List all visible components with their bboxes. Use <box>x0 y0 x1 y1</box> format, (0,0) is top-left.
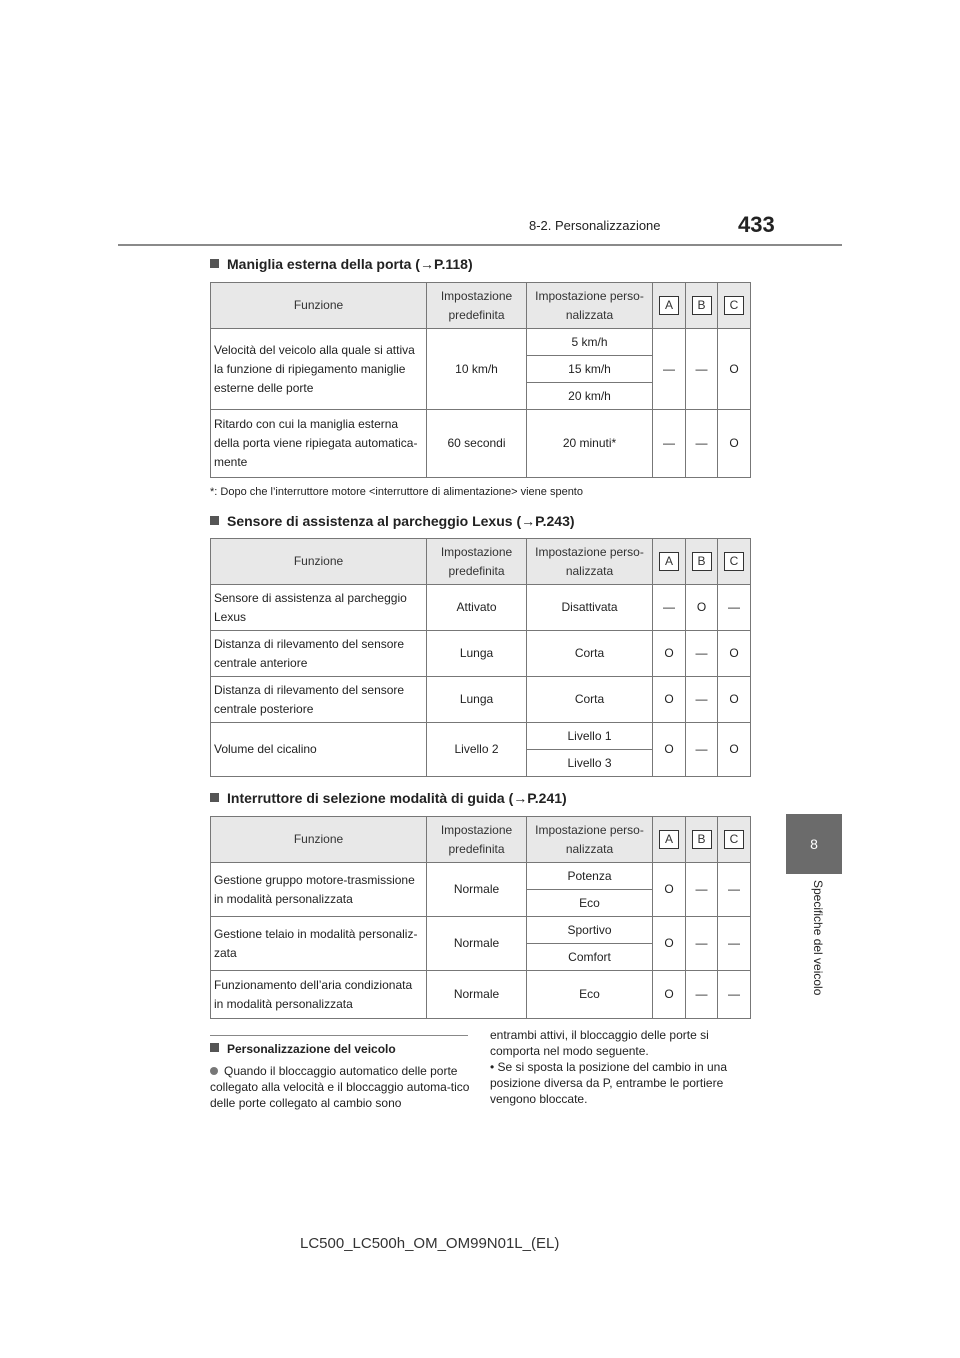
chapter-label: Specifiche del veicolo <box>811 880 825 996</box>
col-a: A <box>653 283 686 329</box>
table-row: Ritardo con cui la maniglia esterna della porta viene ripiegata automatica-mente 60 secondi 20 minuti* — — O <box>211 410 751 478</box>
section-title: Sensore di assistenza al parcheggio Lexus (→P.243) <box>210 513 575 529</box>
table-drive-mode: Funzione Impostazione predefinita Impostazione perso-nalizzata A B C Gestione gruppo motore-trasmissione in modalità personalizzata Normale Potenza O — — Eco Gestione telaio in modalità personaliz-zata Normale Sportivo O — — Comfort Funzionamento dell’aria condizionata in modalità personalizzata Normale Eco O — — <box>210 816 751 1019</box>
square-bullet-icon <box>210 793 219 802</box>
notes-title: Personalizzazione del veicolo <box>210 1042 396 1056</box>
table-parking-sensor: Funzione Impostazione predefinita Impostazione perso-nalizzata A B C Sensore di assistenza al parcheggio Lexus Attivato Disattivata — O — Distanza di rilevamento del sensore centrale anteriore Lunga Corta O — O Distanza di rilevamento del sensore centrale posteriore Lunga Corta O — O Volume del cicalino Livello 2 Livello 1 O — O Livello 3 <box>210 538 751 777</box>
col-personalizzata: Impostazione perso-nalizzata <box>527 283 653 329</box>
footnote: *: Dopo che l’interruttore motore <interruttore di alimentazione> viene spento <box>210 486 583 498</box>
col-funzione: Funzione <box>211 283 427 329</box>
col-predefinita: Impostazione predefinita <box>427 283 527 329</box>
notes-rule <box>210 1035 468 1036</box>
col-b: B <box>686 283 718 329</box>
table-row: Sensore di assistenza al parcheggio Lexus Attivato Disattivata — O — <box>211 585 751 631</box>
notes-bullet: Quando il bloccaggio automatico delle porte collegato alla velocità e il bloccaggio automa-tico delle porte collegato al cambio sono <box>210 1064 470 1110</box>
notes-continuation: entrambi attivi, il bloccaggio delle porte si comporta nel modo seguente. • Se si sposta la posizione del cambio in una posizione diversa da P, entrambe le portiere vengono bloccate. <box>490 1028 728 1106</box>
table-door-handle: Funzione Impostazione predefinita Impostazione perso-nalizzata A B C Velocità del veicolo alla quale si attiva la funzione di ripiegamento maniglie esterne delle porte 10 km/h 5 km/h — — O 15 km/h 20 km/h Ritardo con cui la maniglia esterna della porta viene ripiegata automatica-mente 60 secondi 20 minuti* — — O <box>210 282 751 478</box>
footer-code: LC500_LC500h_OM_OM99N01L_(EL) <box>300 1235 560 1252</box>
table-row: Gestione telaio in modalità personaliz-zata Normale Sportivo O — — <box>211 917 751 944</box>
table-header: Funzione Impostazione predefinita Impostazione perso-nalizzata A B C <box>211 539 751 585</box>
header-rule <box>118 244 842 246</box>
table-header: Funzione Impostazione predefinita Impostazione perso-nalizzata A B C <box>211 817 751 863</box>
page-number: 433 <box>738 212 775 237</box>
circle-bullet-icon <box>210 1067 218 1075</box>
table-row: Distanza di rilevamento del sensore centrale posteriore Lunga Corta O — O <box>211 677 751 723</box>
square-bullet-icon <box>210 516 219 525</box>
section-title: Interruttore di selezione modalità di guida (→P.241) <box>210 790 567 806</box>
square-bullet-icon <box>210 259 219 268</box>
table-row: Funzionamento dell’aria condizionata in modalità personalizzata Normale Eco O — — <box>211 971 751 1019</box>
header-section: 8-2. Personalizzazione <box>529 218 661 233</box>
section-title: Maniglia esterna della porta (→P.118) <box>210 256 473 272</box>
table-row: Gestione gruppo motore-trasmissione in modalità personalizzata Normale Potenza O — — <box>211 863 751 890</box>
chapter-tab: 8 <box>786 814 842 874</box>
table-row: Velocità del veicolo alla quale si attiva la funzione di ripiegamento maniglie esterne delle porte 10 km/h 5 km/h — — O <box>211 329 751 356</box>
col-c: C <box>718 283 751 329</box>
square-bullet-icon <box>210 1043 219 1052</box>
table-header <box>211 283 751 329</box>
table-row: Distanza di rilevamento del sensore centrale anteriore Lunga Corta O — O <box>211 631 751 677</box>
table-row: Volume del cicalino Livello 2 Livello 1 O — O <box>211 723 751 750</box>
